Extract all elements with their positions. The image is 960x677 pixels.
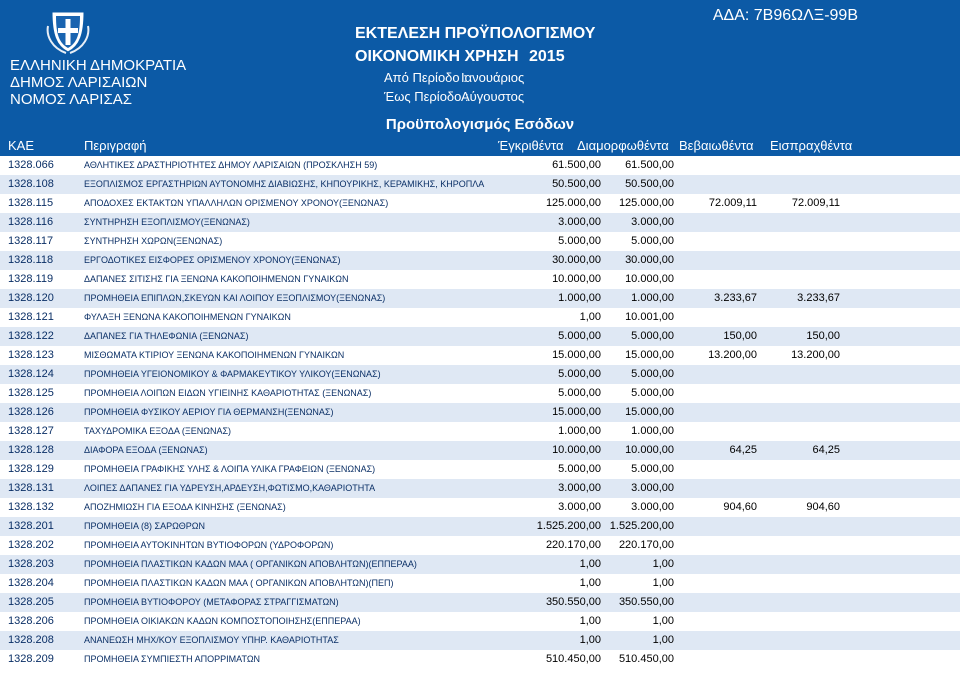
fiscal-year-label: ΟΙΚΟΝΟΜΙΚΗ ΧΡΗΣΗ [355,48,519,65]
table-row [0,460,960,479]
formed-amount: 125.000,00 [618,197,674,209]
formed-amount: 5.000,00 [631,387,674,399]
formed-amount: 350.550,00 [618,596,674,608]
kae-code: 1328.204 [8,577,54,589]
formed-amount: 1,00 [652,615,674,627]
prefecture-name: ΝΟΜΟΣ ΛΑΡΙΣΑΣ [10,91,133,108]
formed-amount: 61.500,00 [625,159,674,171]
formed-amount: 1,00 [652,634,674,646]
table-row [0,517,960,536]
kae-code: 1328.117 [8,235,54,247]
description: ΔΑΠΑΝΕΣ ΣΙΤΙΣΗΣ ΓΙΑ ΞΕΝΩΝΑ ΚΑΚΟΠΟΙΗΜΕΝΩΝ ΓΥΝΑΙΚΩΝ [84,274,349,284]
kae-code: 1328.201 [8,520,54,532]
description: ΣΥΝΤΗΡΗΣΗ ΧΩΡΩΝ(ΞΕΝΩΝΑΣ) [84,236,223,246]
kae-code: 1328.208 [8,634,54,646]
approved-amount: 5.000,00 [558,330,601,342]
kae-code: 1328.131 [8,482,54,494]
approved-amount: 1,00 [579,634,601,646]
description: ΠΡΟΜΗΘΕΙΑ ΒΥΤΙΟΦΟΡΟΥ (ΜΕΤΑΦΟΡΑΣ ΣΤΡΑΓΓΙΣΜΑΤΩΝ) [84,597,339,607]
formed-amount: 220.170,00 [618,539,674,551]
approved-amount: 61.500,00 [552,159,601,171]
country-name: ΕΛΛΗΝΙΚΗ ΔΗΜΟΚΡΑΤΙΑ [10,57,187,74]
description: ΕΡΓΟΔΟΤΙΚΕΣ ΕΙΣΦΟΡΕΣ ΟΡΙΣΜΕΝΟΥ ΧΡΟΝΟΥ(ΞΕΝΩΝΑΣ) [84,255,341,265]
formed-amount: 50.500,00 [625,178,674,190]
collected-amount: 150,00 [806,330,840,342]
table-row [0,612,960,631]
table-row [0,631,960,650]
description: ΕΞΟΠΛΙΣΜΟΣ ΕΡΓΑΣΤΗΡΙΩΝ ΑΥΤΟΝΟΜΗΣ ΔΙΑΒΙΩΣΗΣ, ΚΗΠΟΥΡΙΚΗΣ, ΚΕΡΑΜΙΚΗΣ, ΚΗΡΟΠΛΑ [84,179,485,189]
kae-code: 1328.206 [8,615,54,627]
table-row [0,441,960,460]
to-period-label: Έως Περίοδο : [384,89,469,104]
certified-amount: 904,60 [723,501,757,513]
kae-code: 1328.205 [8,596,54,608]
approved-amount: 1.525.200,00 [536,520,601,532]
table-row [0,593,960,612]
certified-amount: 13.200,00 [708,349,757,361]
description: ΤΑΧΥΔΡΟΜΙΚΑ ΕΞΟΔΑ (ΞΕΝΩΝΑΣ) [84,426,232,436]
description: ΠΡΟΜΗΘΕΙΑ ΛΟΙΠΩΝ ΕΙΔΩΝ ΥΓΙΕΙΝΗΣ ΚΑΘΑΡΙΟΤΗΤΑΣ (ΞΕΝΩΝΑΣ) [84,388,372,398]
certified-amount: 64,25 [729,444,757,456]
table-row [0,289,960,308]
description: ΣΥΝΤΗΡΗΣΗ ΕΞΟΠΛΙΣΜΟΥ(ΞΕΝΩΝΑΣ) [84,217,250,227]
col-formed-header: Διαμορφωθέντα [577,138,669,153]
description: ΠΡΟΜΗΘΕΙΑ ΠΛΑΣΤΙΚΩΝ ΚΑΔΩΝ ΜΑΑ ( ΟΡΓΑΝΙΚΩΝ ΑΠΟΒΛΗΤΩΝ)(ΠΕΠ) [84,578,394,588]
kae-code: 1328.118 [8,254,54,266]
kae-code: 1328.127 [8,425,54,437]
description: ΔΑΠΑΝΕΣ ΓΙΑ ΤΗΛΕΦΩΝΙΑ (ΞΕΝΩΝΑΣ) [84,331,249,341]
description: ΠΡΟΜΗΘΕΙΑ ΦΥΣΙΚΟΥ ΑΕΡΙΟΥ ΓΙΑ ΘΕΡΜΑΝΣΗ(ΞΕΝΩΝΑΣ) [84,407,334,417]
formed-amount: 5.000,00 [631,330,674,342]
approved-amount: 15.000,00 [552,406,601,418]
approved-amount: 5.000,00 [558,463,601,475]
table-row [0,555,960,574]
approved-amount: 3.000,00 [558,501,601,513]
section-title: Προϋπολογισμός Εσόδων [0,116,960,134]
formed-amount: 3.000,00 [631,482,674,494]
kae-code: 1328.125 [8,387,54,399]
description: ΦΥΛΑΞΗ ΞΕΝΩΝΑ ΚΑΚΟΠΟΙΗΜΕΝΩΝ ΓΥΝΑΙΚΩΝ [84,312,291,322]
kae-code: 1328.129 [8,463,54,475]
table-row [0,213,960,232]
formed-amount: 10.000,00 [625,273,674,285]
table-row [0,574,960,593]
approved-amount: 10.000,00 [552,273,601,285]
description: ΑΠΟΔΟΧΕΣ ΕΚΤΑΚΤΩΝ ΥΠΑΛΛΗΛΩΝ ΟΡΙΣΜΕΝΟΥ ΧΡΟΝΟΥ(ΞΕΝΩΝΑΣ) [84,198,389,208]
formed-amount: 1.000,00 [631,425,674,437]
table-row [0,498,960,517]
approved-amount: 5.000,00 [558,235,601,247]
formed-amount: 10.000,00 [625,444,674,456]
report-title: ΕΚΤΕΛΕΣΗ ΠΡΟΫΠΟΛΟΓΙΣΜΟΥ [355,25,596,42]
formed-amount: 510.450,00 [618,653,674,665]
kae-code: 1328.116 [8,216,54,228]
approved-amount: 3.000,00 [558,482,601,494]
certified-amount: 150,00 [723,330,757,342]
collected-amount: 13.200,00 [791,349,840,361]
col-approved-header: Έγκριθέντα [498,138,564,153]
table-row [0,384,960,403]
col-certified-header: Βεβαιωθέντα [679,138,754,153]
description: ΛΟΙΠΕΣ ΔΑΠΑΝΕΣ ΓΙΑ ΥΔΡΕΥΣΗ,ΑΡΔΕΥΣΗ,ΦΩΤΙΣΜΟ,ΚΑΘΑΡΙΟΤΗΤΑ [84,483,376,493]
table-header [0,134,960,156]
table-row [0,403,960,422]
collected-amount: 904,60 [806,501,840,513]
description: ΠΡΟΜΗΘΕΙΑ ΕΠΙΠΛΩΝ,ΣΚΕΥΩΝ ΚΑΙ ΛΟΙΠΟΥ ΕΞΟΠΛΙΣΜΟΥ(ΞΕΝΩΝΑΣ) [84,293,386,303]
description: ΔΙΑΦΟΡΑ ΕΞΟΔΑ (ΞΕΝΩΝΑΣ) [84,445,208,455]
approved-amount: 1,00 [579,577,601,589]
formed-amount: 1.000,00 [631,292,674,304]
description: ΠΡΟΜΗΘΕΙΑ ΣΥΜΠΙΕΣΤΗ ΑΠΟΡΡΙΜΑΤΩΝ [84,654,261,664]
formed-amount: 10.001,00 [625,311,674,323]
formed-amount: 15.000,00 [625,349,674,361]
description: ΠΡΟΜΗΘΕΙΑ ΓΡΑΦΙΚΗΣ ΥΛΗΣ & ΛΟΙΠΑ ΥΛΙΚΑ ΓΡΑΦΕΙΩΝ (ΞΕΝΩΝΑΣ) [84,464,376,474]
collected-amount: 72.009,11 [791,197,840,209]
description: ΜΙΣΘΩΜΑΤΑ ΚΤΙΡΙΟΥ ΞΕΝΩΝΑ ΚΑΚΟΠΟΙΗΜΕΝΩΝ ΓΥΝΑΙΚΩΝ [84,350,345,360]
approved-amount: 1,00 [579,558,601,570]
table-row [0,270,960,289]
table-row [0,194,960,213]
to-period-value: Αύγουστος [461,89,525,104]
kae-code: 1328.209 [8,653,54,665]
approved-amount: 50.500,00 [552,178,601,190]
kae-code: 1328.066 [8,159,54,171]
kae-code: 1328.121 [8,311,54,323]
certified-amount: 72.009,11 [708,197,757,209]
table-row [0,650,960,669]
col-description-header: Περιγραφή [84,138,147,153]
greek-coat-of-arms-icon [46,6,90,54]
kae-code: 1328.203 [8,558,54,570]
approved-amount: 3.000,00 [558,216,601,228]
kae-code: 1328.115 [8,197,54,209]
approved-amount: 1,00 [579,311,601,323]
formed-amount: 5.000,00 [631,368,674,380]
kae-code: 1328.132 [8,501,54,513]
description: ΑΠΟΖΗΜΙΩΣΗ ΓΙΑ ΕΞΟΔΑ ΚΙΝΗΣΗΣ (ΞΕΝΩΝΑΣ) [84,502,286,512]
formed-amount: 5.000,00 [631,235,674,247]
formed-amount: 1.525.200,00 [609,520,674,532]
table-row [0,156,960,175]
col-collected-header: Εισπραχθέντα [770,138,853,153]
budget-table-body [0,156,960,669]
table-row [0,327,960,346]
report-header [0,0,960,116]
approved-amount: 1.000,00 [558,425,601,437]
col-code-header: ΚΑΕ [8,138,35,153]
kae-code: 1328.123 [8,349,54,361]
from-period-label: Από Περίοδο : [384,70,467,85]
kae-code: 1328.126 [8,406,54,418]
approved-amount: 30.000,00 [552,254,601,266]
approved-amount: 1,00 [579,615,601,627]
kae-code: 1328.128 [8,444,54,456]
table-row [0,422,960,441]
description: ΠΡΟΜΗΘΕΙΑ (8) ΣΑΡΩΘΡΩΝ [84,521,206,531]
approved-amount: 125.000,00 [545,197,601,209]
table-row [0,365,960,384]
description: ΠΡΟΜΗΘΕΙΑ ΥΓΕΙΟΝΟΜΙΚΟΥ & ΦΑΡΜΑΚΕΥΤΙΚΟΥ ΥΛΙΚΟΥ(ΞΕΝΩΝΑΣ) [84,369,381,379]
kae-code: 1328.120 [8,292,54,304]
table-row [0,175,960,194]
description: ΠΡΟΜΗΘΕΙΑ ΑΥΤΟΚΙΝΗΤΩΝ ΒΥΤΙΟΦΟΡΩΝ (ΥΔΡΟΦΟΡΩΝ) [84,540,334,550]
fiscal-year-value: 2015 [529,48,565,65]
approved-amount: 15.000,00 [552,349,601,361]
formed-amount: 15.000,00 [625,406,674,418]
formed-amount: 3.000,00 [631,501,674,513]
description: ΑΘΛΗΤΙΚΕΣ ΔΡΑΣΤΗΡΙΟΤΗΤΕΣ ΔΗΜΟΥ ΛΑΡΙΣΑΙΩΝ (ΠΡΟΣΚΛΗΣΗ 59) [84,160,378,170]
approved-amount: 220.170,00 [545,539,601,551]
table-row [0,232,960,251]
table-row [0,479,960,498]
approved-amount: 510.450,00 [545,653,601,665]
formed-amount: 1,00 [652,558,674,570]
kae-code: 1328.122 [8,330,54,342]
formed-amount: 3.000,00 [631,216,674,228]
approved-amount: 10.000,00 [552,444,601,456]
approved-amount: 5.000,00 [558,368,601,380]
table-row [0,251,960,270]
ada-code: ΑΔΑ: 7Β96ΩΛΞ-99Β [712,7,858,24]
table-row [0,308,960,327]
approved-amount: 1.000,00 [558,292,601,304]
description: ΑΝΑΝΕΩΣΗ ΜΗΧ/ΚΟΥ ΕΞΟΠΛΙΣΜΟΥ ΥΠΗΡ. ΚΑΘΑΡΙΟΤΗΤΑΣ [84,635,339,645]
description: ΠΡΟΜΗΘΕΙΑ ΠΛΑΣΤΙΚΩΝ ΚΑΔΩΝ ΜΑΑ ( ΟΡΓΑΝΙΚΩΝ ΑΠΟΒΛΗΤΩΝ)(ΕΠΠΕΡΑΑ) [84,559,417,569]
kae-code: 1328.119 [8,273,54,285]
description: ΠΡΟΜΗΘΕΙΑ ΟΙΚΙΑΚΩΝ ΚΑΔΩΝ ΚΟΜΠΟΣΤΟΠΟΙΗΣΗΣ(ΕΠΠΕΡΑΑ) [84,616,361,626]
table-row [0,536,960,555]
collected-amount: 64,25 [812,444,840,456]
formed-amount: 30.000,00 [625,254,674,266]
kae-code: 1328.124 [8,368,54,380]
formed-amount: 5.000,00 [631,463,674,475]
kae-code: 1328.202 [8,539,54,551]
municipality-name: ΔΗΜΟΣ ΛΑΡΙΣΑΙΩΝ [10,74,148,91]
from-period-value: Ιανουάριος [461,70,525,85]
approved-amount: 350.550,00 [545,596,601,608]
collected-amount: 3.233,67 [797,292,840,304]
certified-amount: 3.233,67 [714,292,757,304]
kae-code: 1328.108 [8,178,54,190]
table-row [0,346,960,365]
approved-amount: 5.000,00 [558,387,601,399]
formed-amount: 1,00 [652,577,674,589]
